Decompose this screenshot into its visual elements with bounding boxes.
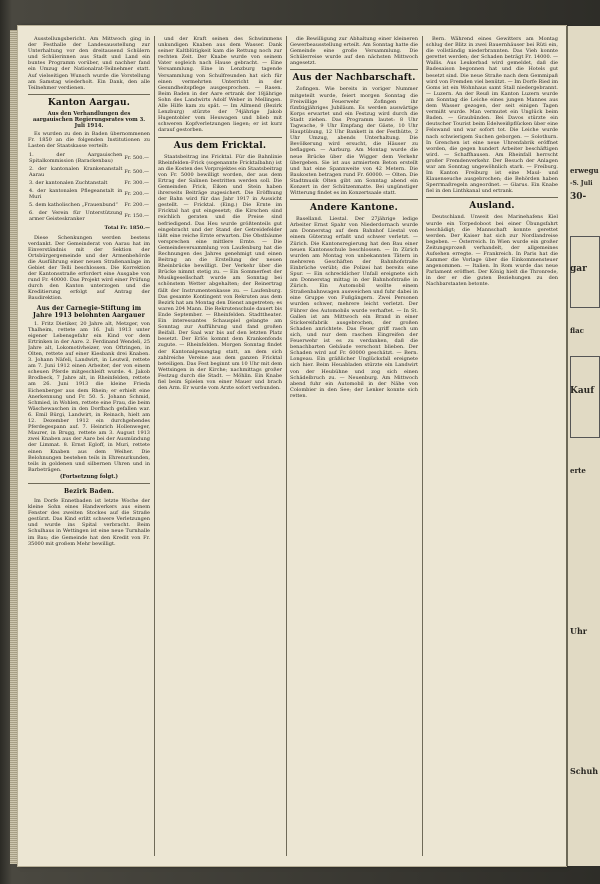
column-1	[28, 36, 150, 856]
body-paragraph: Deutschland. Unweit des Marinehafens Kiel wurde ein Torpedoboot bei einer Übungsfahrt beschädigt; die Mannschaft konnte gerettet werden. Der Kaiser hat sich zur Nordlandreise begeben. — Österreich. In Wien wurde ein großer Zeitungsprozeß verhandelt, der allgemeines Aufsehen erregte. — Frankreich. In Paris hat die Kammer die Vorlage über die Einkommensteuer angenommen. — Italien. In Rom wurde das neue Parlament eröffnet. Der König hielt die Thronrede, in der er die guten Beziehungen zu den Nachbarstaaten betonte.	[426, 214, 558, 288]
donation-table	[28, 151, 150, 223]
divider	[290, 199, 418, 200]
divider	[426, 197, 558, 198]
body-paragraph: Zofingen. Wie bereits in voriger Nummer mitgeteilt wurde, feiert morgen Sonntag die Freiwillige Feuerwehr Zofingen ihr fünfzigjähriges Jubiläum. Es werden auswärtige Korps erwartet und ein Festzug wird durch die Stadt ziehen. Das Programm lautet: 8 Uhr Tagwache, 9 Uhr Empfang der Gäste, 10 Uhr Hauptübung, 12 Uhr Bankett in der Festhütte, 2 Uhr Umzug, abends Unterhaltung. Die Bevölkerung wird ersucht, die Häuser zu beflaggen. — Aarburg. Am Montag wurde die neue Brücke über die Wigger dem Verkehr übergeben. Sie ist aus armiertem Beton erstellt und hat eine Spannweite von 42 Metern. Die Baukosten betragen rund Fr. 60000. — Olten. Die Stadtmusik Olten gibt am Sonntag abend ein Konzert in der Schützenmatte. Bei ungünstiger Witterung findet es im Konzertsaale statt.	[290, 86, 418, 197]
intro-paragraph: Ausstellungsbericht. Am Mittwoch ging in der Festhalle der Landesausstellung zur Unterhaltung vor den dreitausend Schülern und Schülerinnen aus Stadt und Land ein buntes Programm vorüber, und nachher fand ein Umzug der Nationalrat-Teilnehmer statt. Auf vielseitigen Wunsch wurde die Vorstellung am Samstag wiederholt. Ein Dank, den alle Teilnehmer verdienen.	[28, 36, 150, 91]
column-4	[426, 36, 558, 856]
facing-page-fragment: erte	[570, 466, 586, 475]
facing-page-fragment: flac	[570, 326, 584, 335]
facing-page-fragment: -S. Juli	[570, 180, 593, 187]
column-2	[158, 36, 282, 856]
subheading-regierungsrat: Aus den Verhandlungen des aargauischen Regierungsrates vom 3. Juli 1914.	[32, 110, 146, 130]
heading-fricktal: Aus dem Fricktal.	[173, 140, 267, 151]
column-rule	[154, 36, 155, 856]
table-cell-label: 5. dem katholischen „Frauenbund“	[29, 202, 118, 209]
table-row	[28, 209, 150, 223]
table-row	[28, 151, 150, 165]
body-paragraph: Im Dorfe Ennetbaden ist letzte Woche der kleine Sohn eines Handwerkers aus einem Fenster des zweiten Stockes auf die Straße gestürzt. Das Kind erlitt schwere Verletzungen und wurde ins Spital verbracht. Beim Schulhaus in Wettingen ist eine neue Turnhalle im Bau; die Gemeinde hat den Kredit von Fr. 35000 mit großem Mehr bewilligt.	[28, 497, 150, 547]
body-paragraph: Baselland. Liestal. Der 27jährige ledige Arbeiter Ernst Spahr von Niederdornach wurde am Donnerstag auf dem Bahnhof Liestal von einem Güterzug erfaßt und schwer verletzt. — Zürich. Die Kantonsregierung hat den Bau einer neuen Kantonsschule beschlossen. — In Zürich wurden am Montag von unbekannten Tätern in mehreren Geschäften der Bahnhofstraße Einbrüche verübt; die Polizei hat bereits eine Spur. — Ein schrecklicher Unfall ereignete sich am Donnerstag mittag in der Bahnhofstraße in Zürich. Ein Automobil wollte einem Straßenbahnwagen ausweichen und fuhr dabei in eine Gruppe von Fußgängern. Zwei Personen wurden schwer, mehrere leicht verletzt. Der Führer des Automobils wurde verhaftet. — In St. Gallen ist am Mittwoch ein Brand in einer Stickereifabrik ausgebrochen, der großen Schaden anrichtete. Das Feuer griff rasch um sich, und nur dem raschen Eingreifen der Feuerwehr ist es zu verdanken, daß die benachbarten Gebäude verschont blieben. Der Schaden wird auf Fr. 60000 geschätzt. — Bern. Longeau. Ein gräßlicher Unglücksfall ereignete sich hier. Beim Heuabladen stürzte ein Landwirt von der Heubühne und zog sich einen Schädelbruch zu. — Neuenburg. Am Mittwoch abend fuhr ein Automobil in der Nähe von Colombier in den See; der Lenker konnte sich retten.	[290, 216, 418, 399]
facing-page-fragment: 30-	[570, 192, 587, 202]
column-3	[290, 36, 418, 856]
heading-carnegie: Aus der Carnegie-Stiftung im Jahre 1913 belohnten Aargauer	[33, 304, 145, 319]
facing-page-fragment: Schuh	[570, 766, 599, 776]
body-paragraph: 1. Fritz Dietiker, 20 Jahre alt, Metzger, von Thalheim, rettete am 16. Juli 1913 unter eigener Lebensgefahr ein Kind vor dem Ertrinken in der Aare. 2. Ferdinand Wendeli, 25 Jahre alt, Lokomotivheizer, von Oftringen, in Olten, rettete auf einer Kiesbank drei Knaben. 3. Johann Näfeli, Landwirt, in Leutwil, rettete am 7. Juni 1912 einen Arbeiter, der von einem scheuen Pferde mitgeschleift wurde. 4. Jakob Brodbeck, 7 Jahre alt, in Rheinfelden, rettete am 26. Juni 1913 die kleine Frieda Eichenberger aus dem Rhein; er erhielt eine Anerkennung und Fr. 50. 5. Johann Schmid, Schmied, in Wohlen, rettete eine Frau, die beim Wäschewaschen in den Dorfbach gefallen war. 6. Emil Bürgi, Landwirt, in Reinach, hielt am 12. Dezember 1912 ein durchgehendes Pferdegespann auf. 7. Heinrich Hollenweger, Maurer, in Brugg, rettete am 3. August 1913 zwei Knaben aus der Aare bei der Ausmündung der Limmat. 8. Ernst Egloff, in Muri, rettete einen Knaben aus dem Weiher. Die Belohnungen bestehen teils in Ehrenurkunden, teils in goldenen und silbernen Uhren und in Barbeträgen.	[28, 320, 150, 473]
facing-page-fragment: Kauf	[570, 386, 595, 396]
body-paragraph: und der Kraft seinen des Schwimmens unkundigen Knaben aus dem Wasser. Dank seiner Kaltblütigkeit kam die Rettung noch zur rechten Zeit. Der Knabe wurde von seinem Vater sogleich nach Hause gebracht. — Eine Versammlung. Eine in Lenzburg tagende Versammlung von Schulfreunden hat sich für einen vermehrten Unterricht in der Gesundheitspflege ausgesprochen. — Rasen. Beim Baden in der Aare ertrank der 18jährige Sohn des Landwirts Adolf Weber in Mellingen. Alle Hilfe kam zu spät. — Im Allmend (Bezirk Lenzburg) stürzte der 74jährige Jakob Hugentobler vom Heuwagen und blieb mit schweren Kopfverletzungen liegen; er ist kurz darauf gestorben.	[158, 36, 282, 134]
table-total: Total Fr. 1850.—	[104, 225, 150, 232]
table-cell-amount: Fr. 150.—	[124, 213, 149, 220]
table-cell-amount: Fr. 500.—	[124, 169, 149, 176]
table-cell-amount: Fr. 200.—	[124, 191, 149, 198]
table-row	[28, 165, 150, 179]
divider	[28, 94, 150, 95]
body-paragraph: Diese Schenkungen werden bestens verdankt. Der Gemeinderat von Aarau hat im Einverständnis mit der Sektion der Ortsbürgergemeinde und der Armenbehörde die Ausführung einer neuen Straßenanlage im Gebiet der Telli beschlossen. Die Korrektion der Kantonsstraße erfordert eine Ausgabe von rund Fr. 40000. Das Projekt wird einer Prüfung durch den Kanton unterzogen und die Kreditierung erfolgt auf Antrag der Baudirektion.	[28, 234, 150, 302]
table-row	[28, 187, 150, 201]
advertisement-box	[570, 356, 600, 438]
table-cell-amount: Fr. 500.—	[124, 155, 149, 162]
divider	[28, 483, 150, 484]
column-rule	[286, 36, 287, 856]
table-cell-amount: Fr. 300.—	[124, 180, 149, 187]
heading-nachbarschaft: Aus der Nachbarschaft.	[292, 73, 416, 84]
table-row	[28, 201, 150, 209]
facing-page-fragment: gar	[570, 264, 587, 274]
divider	[158, 137, 282, 138]
body-paragraph: Bern. Während eines Gewitters am Montag schlug der Blitz in zwei Bauernhäuser bei Rüti ein, die vollständig niederbrannten. Das Vieh konnte gerettet werden; der Schaden beträgt Fr. 14000. — Wallis. Aus Leukerbad wird gemeldet, daß die Badesaison begonnen hat und die Hotels gut besetzt sind. Die neue Straße nach dem Gemmipaß wird von Fremden viel benützt. — Im Dorfe Ried im Goms ist ein Wohnhaus samt Stall niedergebrannt. — Luzern. An der Reuß im Kanton Luzern wurde am Sonntag die Leiche eines jungen Mannes aus dem Wasser gezogen, der seit einigen Tagen vermißt wurde. Man vermutet ein Unglück beim Baden. — Graubünden. Bei Davos stürzte ein deutscher Tourist beim Edelweißpflücken über eine Felswand und war sofort tot. Die Leiche wurde nach schwierigem Suchen geborgen. — Solothurn. In Grenchen ist eine neue Uhrenfabrik eröffnet worden, die gegen hundert Arbeiter beschäftigen wird. — Schaffhausen. Am Rheinfall herrscht großer Fremdenverkehr. Der Besuch der Anlagen war am Sonntag ungewöhnlich stark. — Freiburg. Im Kanton Freiburg ist eine Maul- und Klauenseuche ausgebrochen; die Behörden haben Sperrmaßregeln angeordnet. — Glarus. Ein Knabe fiel in den Linthkanal und ertrank.	[426, 36, 558, 195]
table-cell-label: 2. der kantonalen Krankenanstalt Aarau	[29, 166, 123, 179]
heading-kanton-aargau: Kanton Aargau.	[47, 97, 131, 108]
facing-page-fragment: Uhr	[570, 626, 588, 636]
heading-andere-kantone: Andere Kantone.	[310, 203, 398, 214]
table-cell-amount: Fr. 200.—	[124, 202, 149, 209]
facing-page-edge	[566, 26, 600, 866]
heading-ausland: Ausland.	[469, 201, 515, 212]
body-paragraph: Staatsbeitrag ins Fricktal. Für die Bahnlinie Rheinfelden–Frick (sogenannte Fricktalbahn) ist an die Kosten des Vorprojektes ein Staatsbeitrag von Fr. 5000 bewilligt worden, der aus dem Ertrag der Salinen bestritten werden soll. Die Gemeinden Frick, Eiken und Stein haben ihrerseits Beiträge zugesichert. Die Eröffnung der Bahn wird für das Jahr 1917 in Aussicht gestellt. — Fricktal. (Eing.) Die Ernte im Fricktal hat gut eingesetzt; die Kirschen sind reichlich geraten und die Preise sind befriedigend. Das Heu wurde größtenteils gut eingebracht und der Stand der Getreidefelder läßt eine reiche Ernte erwarten. Die Obstbäume versprechen eine mittlere Ernte. — Die Gemeindeversammlung von Laufenburg hat die Rechnungen des Jahres genehmigt und einen Beitrag an die Erstellung der neuen Rheinbrücke bewilligt. Der Verkehr über die Brücke nimmt stetig zu. — Ein Sommerfest der Musikgesellschaft wurde am Sonntag bei schönstem Wetter abgehalten; der Reinertrag fällt der Instrumentenkasse zu. — Laufenburg. Das gesamte Kontingent von Rekruten aus dem Bezirk hat am Montag den Dienst angetreten; es waren 204 Mann. Die Rekrutenschule dauert bis Ende September. — Rheinfelden. Stadttheater. Ein interessantes Schauspiel gelangte am Sonntag zur Aufführung und fand großen Beifall. Der Saal war bis auf den letzten Platz besetzt. Der Erlös kommt dem Krankenfonds zugute. — Rheinfelden. Morgen Sonntag findet der Kantonalgesangtag statt, an dem sich zahlreiche Vereine aus dem ganzen Fricktal beteiligen. Das Fest beginnt um 10 Uhr mit dem Wettsingen in der Kirche; nachmittags großer Festzug durch die Stadt. — Möhlin. Ein Knabe fiel beim Spielen von einer Mauer und brach den Arm. Er wurde vom Arzte sofort verbunden.	[158, 153, 282, 392]
heading-bezirk-baden: Bezirk Baden.	[63, 487, 114, 495]
continued-note: (Fortsetzung folgt.)	[59, 473, 119, 480]
lead-paragraph: Es wurden zu den in Baden übernommenen Fr. 1850 an die folgenden Institutionen zu Lasten der Staatskasse verteilt:	[28, 131, 150, 150]
facing-page-fragment: erwegu	[570, 166, 599, 175]
divider	[290, 69, 418, 70]
table-cell-label: 4. der kantonalen Pflegeanstalt in Muri	[29, 188, 123, 201]
body-paragraph: die Bewilligung zur Abhaltung einer kleineren Gewerbeausstellung erteilt. Am Sonntag hatte die Gemeinde eine große Versammlung. Die Schülerreise wurde auf den nächsten Mittwoch angesetzt.	[290, 36, 418, 67]
column-rule	[422, 36, 423, 856]
table-cell-label: 1. der Aargauischen Spitalkommission (Barackenbau)	[29, 152, 123, 165]
table-cell-label: 6. der Verein für Unterstützung armer Geisteskranker	[29, 210, 123, 223]
newspaper-page	[18, 26, 566, 866]
table-row	[28, 179, 150, 187]
table-cell-label: 3. der kantonalen Zuchtanstalt	[29, 180, 108, 187]
